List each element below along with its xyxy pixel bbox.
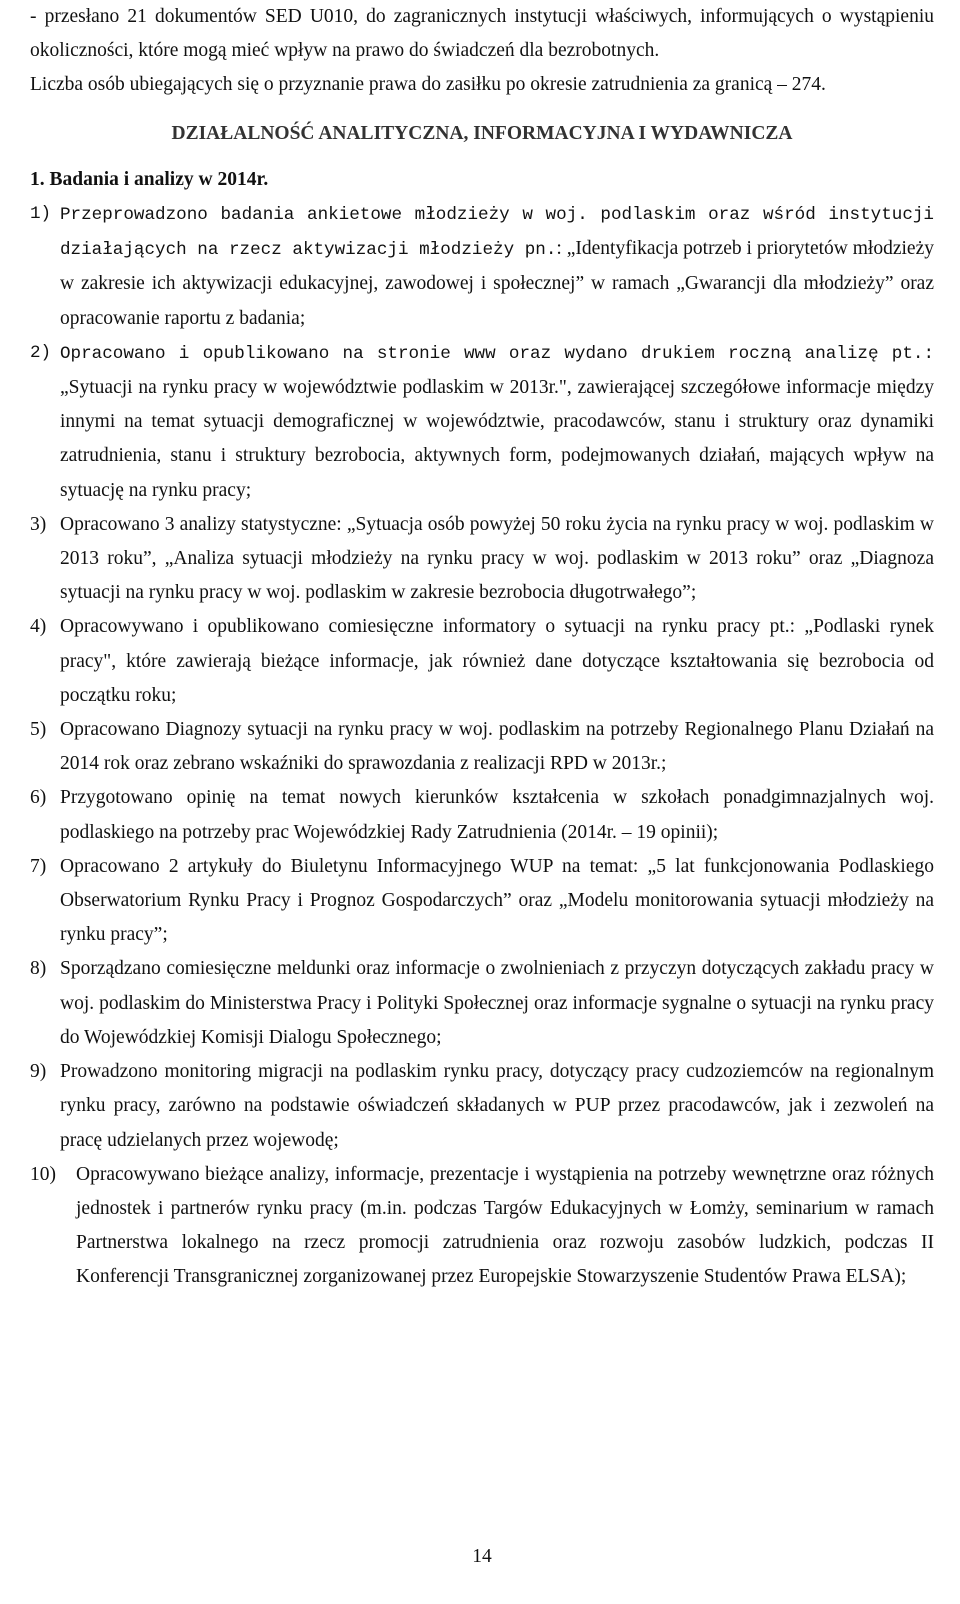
list-item-text: Prowadzono monitoring migracji na podlaskim rynku pracy, dotyczący pracy cudzoziemców na regionalnym rynku pracy, zarówno na podstawie oświadczeń składanych w PUP przez pracodawców, jak i zezwoleń na pracę udzielanych przez wojewodę; xyxy=(60,1061,934,1151)
list-item xyxy=(30,197,934,336)
list-item-mono-text: Przeprowadzono badania ankietowe młodzieży w woj. podlaskim oraz wśród instytucji działających na rzecz aktywizacji młodzieży pn. xyxy=(60,205,934,261)
list-item-text: Przygotowano opinię na temat nowych kierunków kształcenia w szkołach ponadgimnazjalnych woj. podlaskiego na potrzeby prac Wojewódzkiej Rady Zatrudnienia (2014r. – 19 opinii); xyxy=(60,787,934,843)
list-item-mono-text: Opracowano i opublikowano na stronie www oraz wydano drukiem roczną analizę pt.: xyxy=(60,343,934,364)
list-item-number: 1) xyxy=(30,204,52,225)
page-number: 14 xyxy=(472,1546,492,1567)
list-item-text: Sporządzano comiesięczne meldunki oraz informacje o zwolnieniach z przyczyn dotyczących zakładu pracy w woj. podlaskim do Ministerstwa Pracy i Polityki Społecznej oraz informacje sygnalne o sytuacji na rynku pracy do Wojewódzkiej Komisji Dialogu Społecznego; xyxy=(60,958,934,1048)
list-item-text: Opracowano Diagnozy sytuacji na rynku pracy w woj. podlaskim na potrzeby Regionalnego Planu Działań na 2014 rok oraz zebrano wskaźniki do sprawozdania z realizacji RPD w 2013r.; xyxy=(60,719,934,775)
list-item-text: Opracowano 2 artykuły do Biuletynu Informacyjnego WUP na temat: „5 lat funkcjonowania Podlaskiego Obserwatorium Rynku Pracy i Prognoz Gospodarczych” oraz „Modelu monitorowania sytuacji młodzieży na rynku pracy”; xyxy=(60,855,934,946)
list-item-text: Opracowywano i opublikowano comiesięczne informatory o sytuacji na rynku pracy pt.: „Podlaski rynek pracy", które zawierają bieżące informacje, jak również dane dotyczące kształtowania się bezrobocia od początku roku; xyxy=(60,616,934,706)
list-item xyxy=(30,336,934,508)
intro-applicants-count: Liczba osób ubiegających się o przyznanie prawa do zasiłku po okresie zatrudnienia za granicą – 274. xyxy=(30,74,826,96)
list-item xyxy=(30,781,934,849)
intro-sed-documents: - przesłano 21 dokumentów SED U010, do zagranicznych instytucji właściwych, informujących o wystąpieniu okoliczności, które mogą mieć wpływ na prawo do świadczeń dla bezrobotnych. xyxy=(30,6,934,62)
list-item-number: 2) xyxy=(30,342,52,363)
list-item xyxy=(30,1055,934,1158)
list-item-number: 3) xyxy=(30,513,47,535)
list-item-text xyxy=(60,197,934,336)
list-item-text: Opracowano 3 analizy statystyczne: „Sytuacja osób powyżej 50 roku życia na rynku pracy w woj. podlaskim w 2013 roku”, „Analiza sytuacji młodzieży na rynku pracy w woj. podlaskim w 2013 roku” oraz „Diagnoza sytuacji na rynku pracy w woj. podlaskim w zakresie bezrobocia długotrwałego”; xyxy=(60,513,934,604)
list-item-number: 7) xyxy=(30,855,47,877)
list-item-number: 4) xyxy=(30,616,47,638)
list-item-text: Opracowywano bieżące analizy, informacje, prezentacje i wystąpienia na potrzeby wewnętrzne oraz różnych jednostek i partnerów rynku pracy (m.in. podczas Targów Edukacyjnych w Łomży, seminarium w ramach Partnerstwa lokalnego na rzecz promocji zatrudnienia oraz rozwoju zasobów ludzkich, podczas II Konferencji Transgranicznej zorganizowanej przez Europejskie Stowarzyszenie Studentów Prawa ELSA); xyxy=(76,1163,934,1288)
list-item-rest-text: „Sytuacji na rynku pracy w województwie podlaskim w 2013r.", zawierającej szczegółowe informacje między innymi na temat sytuacji demograficznej w województwie, pracodawców, stanu i struktury oraz dynamiki zatrudnienia, stanu i struktury bezrobocia, aktywnych form, podejmowanych działań, mających wpływ na sytuację na rynku pracy; xyxy=(60,377,934,501)
list-item xyxy=(30,850,934,953)
list-item-number: 8) xyxy=(30,958,47,980)
subheading-research: 1. Badania i analizy w 2014r. xyxy=(30,168,269,190)
list-item xyxy=(30,508,934,611)
list-item xyxy=(30,610,934,713)
list-item xyxy=(30,952,934,1055)
list-item-number: 10) xyxy=(30,1163,56,1185)
section-heading: DZIAŁALNOŚĆ ANALITYCZNA, INFORMACYJNA I WYDAWNICZA xyxy=(171,122,793,144)
list-item-text xyxy=(60,336,934,508)
list-item-number: 5) xyxy=(30,719,47,741)
list-item-rest-text: : „Identyfikacja potrzeb i priorytetów młodzieży w zakresie ich aktywizacji edukacyjnej, zawodowej i społecznej” w ramach „Gwarancji dla młodzieży” oraz opracowanie raportu z badania; xyxy=(60,238,934,329)
document-page xyxy=(30,0,934,1604)
list-item-number: 9) xyxy=(30,1061,47,1083)
list-item-number: 6) xyxy=(30,787,47,809)
list-item xyxy=(30,713,934,781)
list-item xyxy=(30,1158,934,1295)
